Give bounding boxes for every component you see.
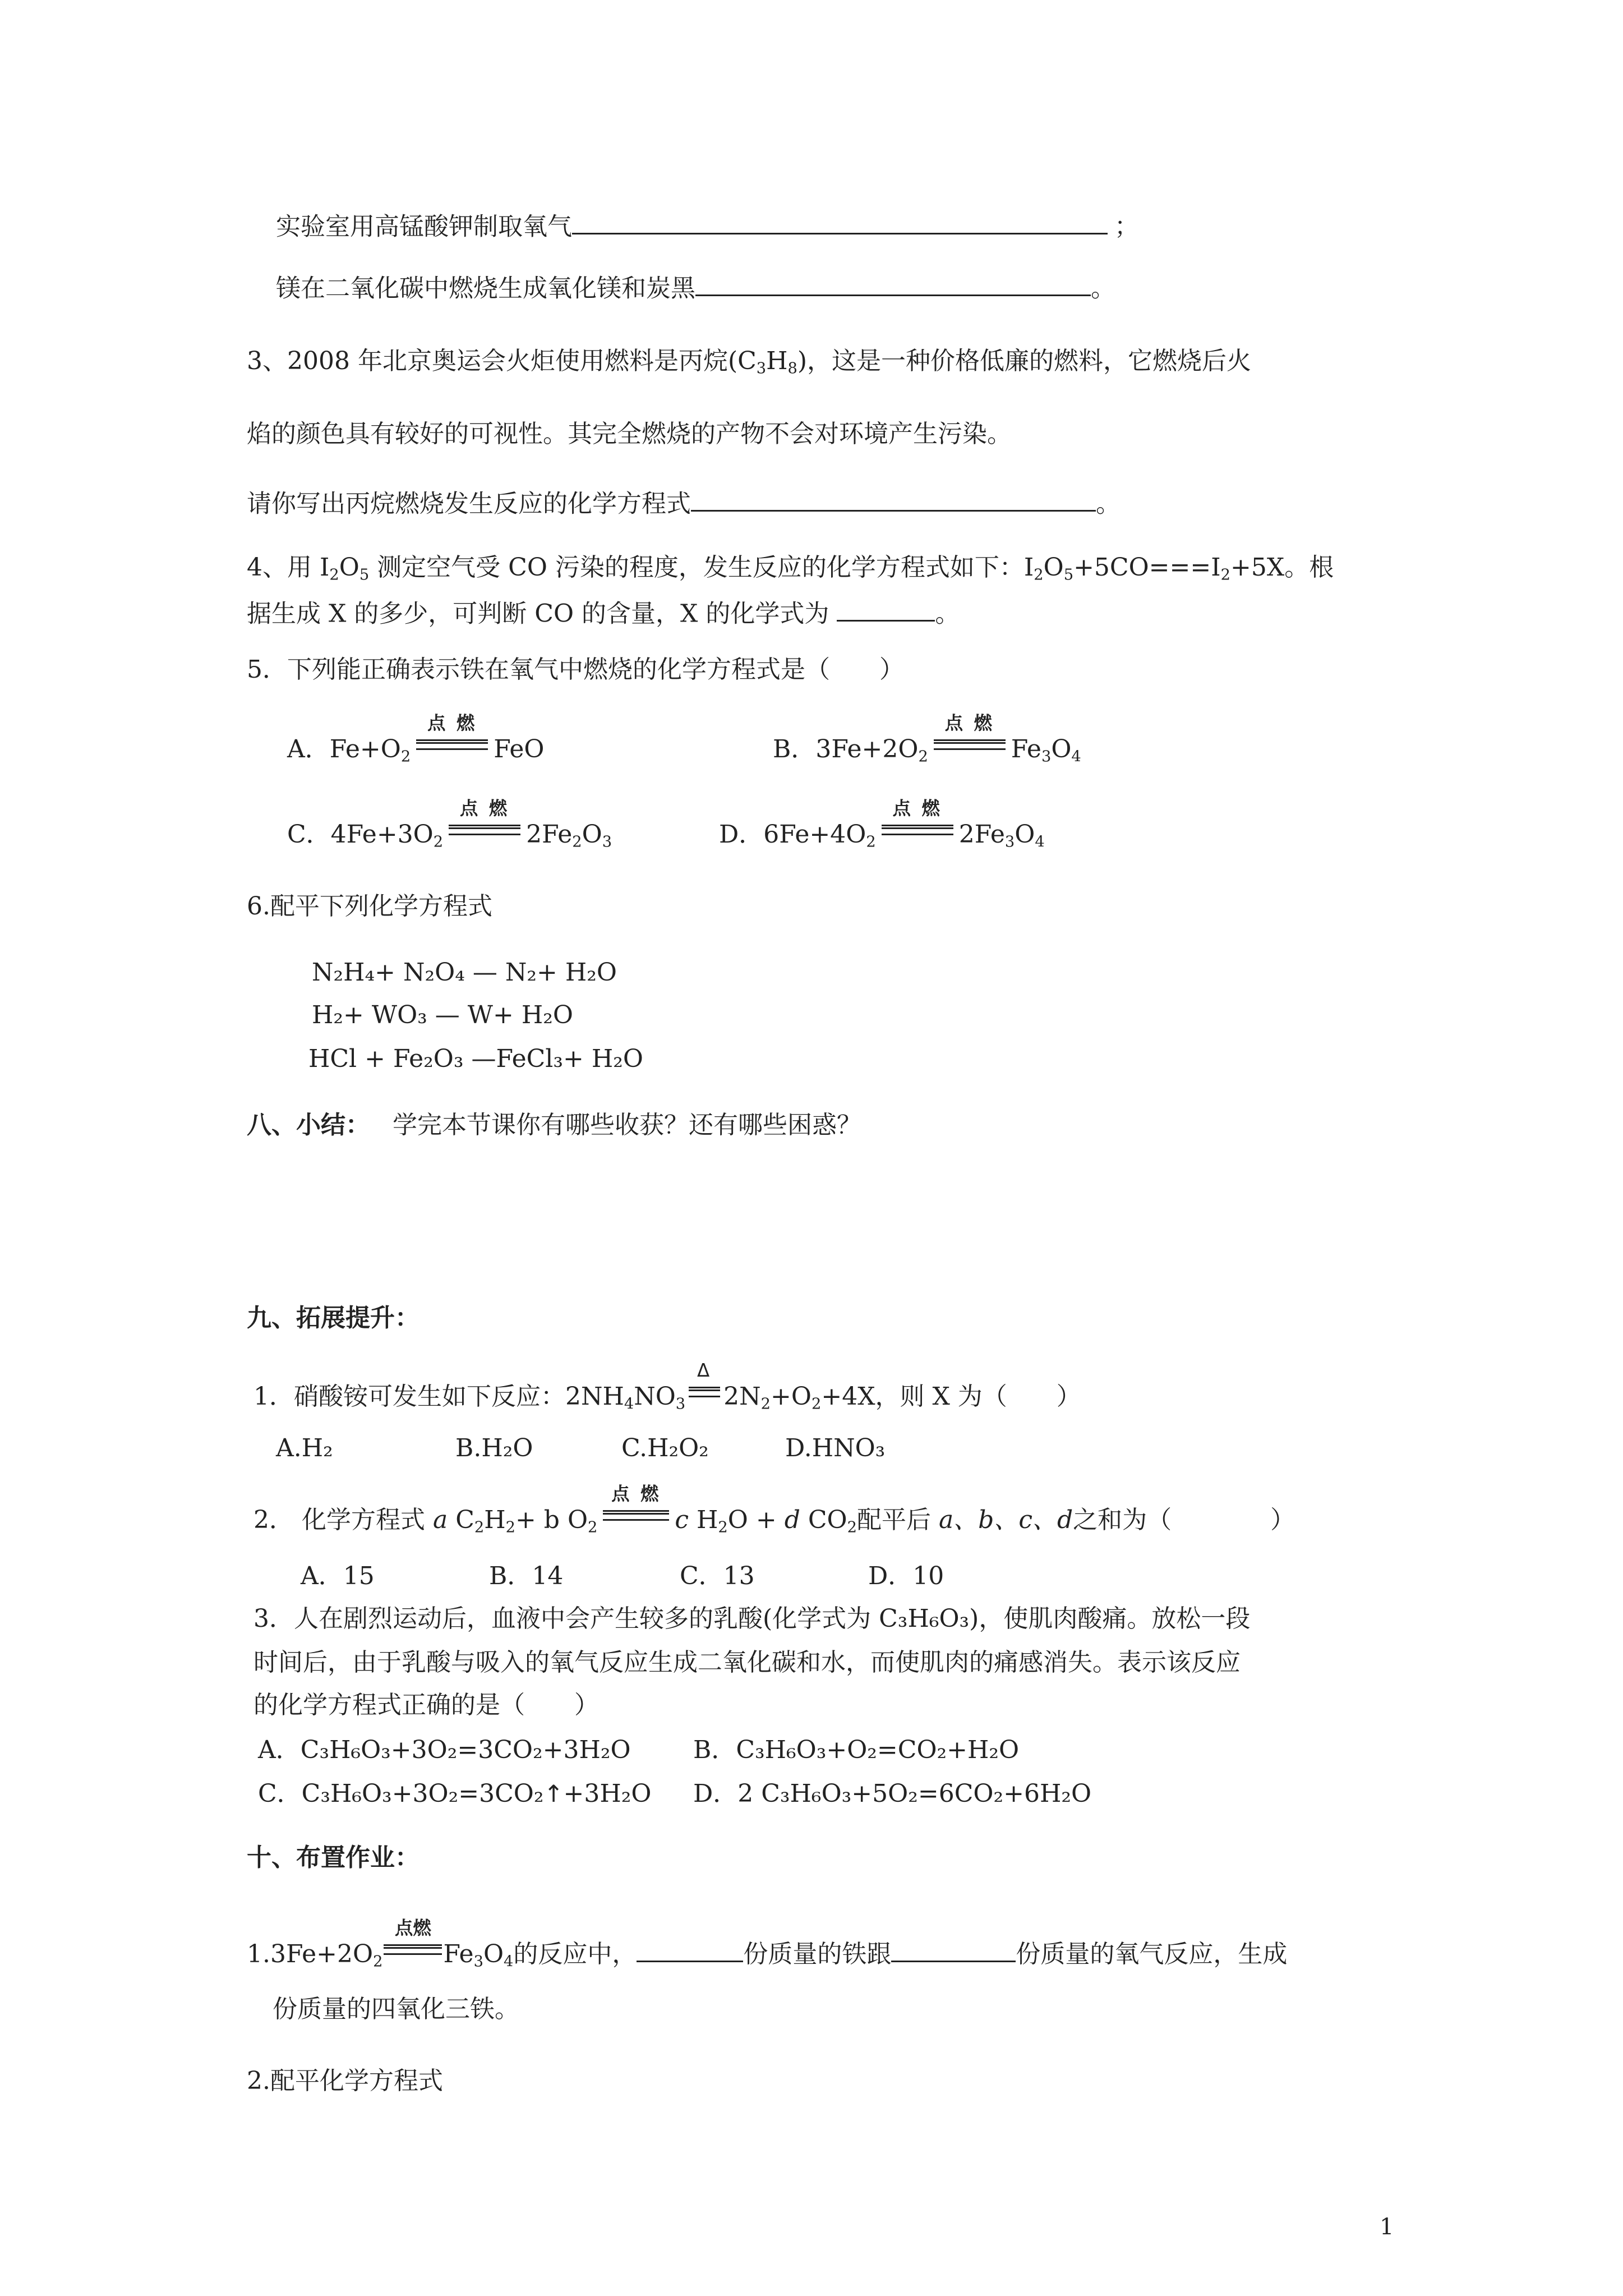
section-heading: 八、小结： bbox=[247, 1111, 370, 1139]
ext-q1-option-b[interactable]: B.H₂O bbox=[455, 1434, 533, 1462]
ext-q1-option-a[interactable]: A.H₂ bbox=[276, 1434, 333, 1462]
ext-q1: 1．硝酸铵可发生如下反应：$2NH_4NO_3$ Δ $2N_2+O_2+4X$，则 X 为（ ） bbox=[253, 1359, 1081, 1413]
reaction-condition: 点 燃 bbox=[882, 818, 953, 843]
q5-option-a[interactable]: A．$Fe+O_2$ 点 燃 FeO bbox=[287, 712, 545, 766]
q5-option-c[interactable]: C．$4Fe+3O_2$ 点 燃 $2Fe_2O_3$ bbox=[287, 797, 612, 851]
q5-stem: 5．下列能正确表示铁在氧气中燃烧的化学方程式是（ ） bbox=[247, 655, 904, 684]
section-homework-heading: 十、布置作业： bbox=[247, 1843, 419, 1872]
ext-q3-line1: 3．人在剧烈运动后，血液中会产生较多的乳酸(化学式为 C₃H₆O₃)，使肌肉酸痛。放松一段 bbox=[253, 1604, 1251, 1633]
hw-q2: 2.配平化学方程式 bbox=[247, 2067, 443, 2095]
answer-blank[interactable] bbox=[572, 212, 1108, 234]
q5-option-b[interactable]: B．$3Fe+2O_2$ 点 燃 $Fe_3O_4$ bbox=[773, 712, 1081, 766]
hw-q1-line1: $1.3Fe+2O_2$ 点燃 $Fe_3O_4$的反应中， 份质量的铁跟 份质量的氧气反应，生成 bbox=[247, 1917, 1288, 1971]
q3-line1: 3、2008 年北京奥运会火炬使用燃料是丙烷$(C_3H_8)$，这是一种价格低廉的燃料，它燃烧后火 bbox=[247, 347, 1252, 378]
reaction-condition: 点燃 bbox=[384, 1938, 442, 1962]
answer-blank[interactable] bbox=[891, 1940, 1016, 1962]
line-magnesium: 镁在二氧化碳中燃烧生成氧化镁和炭黑 。 bbox=[276, 274, 1115, 303]
reaction-condition: 点 燃 bbox=[934, 733, 1006, 757]
section-summary: 八、小结： 学完本节课你有哪些收获？还有哪些困惑？ bbox=[247, 1111, 861, 1139]
answer-blank[interactable] bbox=[837, 599, 935, 622]
gas-arrow-icon: ↑ bbox=[543, 1780, 564, 1807]
ext-q1-option-c[interactable]: C.H₂O₂ bbox=[621, 1434, 709, 1462]
reaction-condition: 点 燃 bbox=[603, 1503, 669, 1528]
ext-q2-option-a[interactable]: A．15 bbox=[301, 1562, 375, 1590]
answer-blank[interactable] bbox=[691, 489, 1096, 512]
section-extension-heading: 九、拓展提升： bbox=[247, 1304, 419, 1332]
answer-blank[interactable] bbox=[695, 274, 1091, 296]
reaction-condition: Δ bbox=[689, 1380, 720, 1405]
page-number: 1 bbox=[1380, 2214, 1394, 2240]
q6-equation-2: H₂+ WO₃ — W+ H₂O bbox=[312, 1001, 573, 1029]
q4-line1: 4、用 $I_2O_5$ 测定空气受 CO 污染的程度，发生反应的化学方程式如下：$I_2O_5+5CO===I_2+5X$。根 bbox=[247, 553, 1334, 584]
ext-q2-option-d[interactable]: D．10 bbox=[868, 1562, 944, 1590]
ext-q1-option-d[interactable]: D.HNO₃ bbox=[785, 1434, 886, 1462]
line-text: 实验室用高锰酸钾制取氧气 bbox=[276, 212, 572, 241]
reaction-condition: 点 燃 bbox=[416, 733, 488, 757]
q4-line2: 据生成 X 的多少，可判断 CO 的含量，X 的化学式为 。 bbox=[247, 599, 960, 628]
line-text: 镁在二氧化碳中燃烧生成氧化镁和炭黑 bbox=[276, 274, 695, 303]
ext-q2-option-c[interactable]: C．13 bbox=[680, 1562, 755, 1590]
line-kmno4: 实验室用高锰酸钾制取氧气 ； bbox=[276, 212, 1139, 241]
q3-line3: 请你写出丙烷燃烧发生反应的化学方程式 。 bbox=[247, 489, 1121, 518]
ext-q3-option-a[interactable]: A．C₃H₆O₃+3O₂=3CO₂+3H₂O bbox=[258, 1736, 631, 1764]
ext-q3-option-b[interactable]: B．C₃H₆O₃+O₂=CO₂+H₂O bbox=[693, 1736, 1020, 1764]
ext-q3-line3: 的化学方程式正确的是（ ） bbox=[253, 1691, 599, 1719]
answer-blank[interactable] bbox=[637, 1940, 743, 1962]
q6-equation-1: N₂H₄+ N₂O₄ — N₂+ H₂O bbox=[312, 958, 617, 987]
q6-stem: 6.配平下列化学方程式 bbox=[247, 892, 492, 921]
ext-q2: 2． 化学方程式 a $C_2H_2+ b$ $O_2$ 点 燃 c $H_2O + d$ $CO_2$配平后 a、b、c、d之和为（ ） bbox=[253, 1483, 1295, 1536]
q3-line2: 焰的颜色具有较好的可视性。其完全燃烧的产物不会对环境产生污染。 bbox=[247, 420, 1012, 448]
ext-q3-option-c[interactable]: C．C₃H₆O₃+3O₂=3CO₂↑+3H₂O bbox=[258, 1779, 652, 1808]
q5-option-d[interactable]: D．$6Fe+4O_2$ 点 燃 $2Fe_3O_4$ bbox=[719, 797, 1045, 851]
q6-equation-3: HCl + Fe₂O₃ —FeCl₃+ H₂O bbox=[308, 1045, 643, 1073]
ext-q3-line2: 时间后，由于乳酸与吸入的氧气反应生成二氧化碳和水，而使肌肉的痛感消失。表示该反应 bbox=[253, 1648, 1241, 1677]
reaction-condition: 点 燃 bbox=[449, 818, 520, 843]
ext-q2-option-b[interactable]: B．14 bbox=[489, 1562, 564, 1590]
hw-q1-line2: 份质量的四氧化三铁。 bbox=[273, 1995, 519, 2023]
ext-q3-option-d[interactable]: D．2 C₃H₆O₃+5O₂=6CO₂+6H₂O bbox=[693, 1779, 1092, 1808]
